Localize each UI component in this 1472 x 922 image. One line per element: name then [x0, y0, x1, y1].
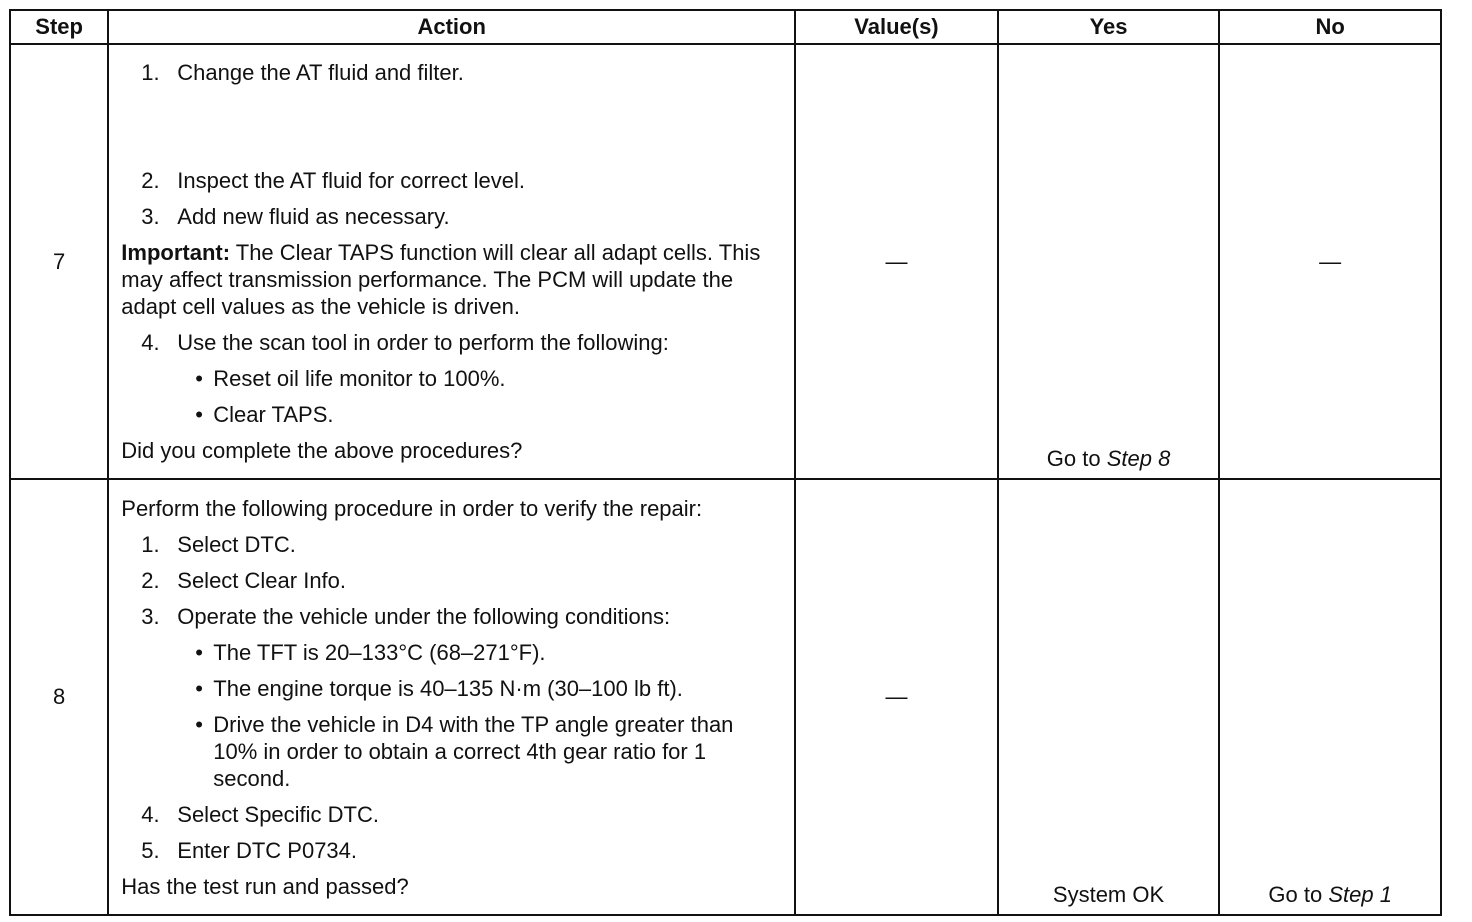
bullet-item: • Clear TAPS.: [195, 402, 334, 427]
bullet-item: • The TFT is 20–133°C (68–271°F).: [195, 639, 546, 665]
important-note: Important: The Clear TAPS function will clear all adapt cells. This may affect transmission performance. The PCM will update the adapt cell values as the vehicle is driven.: [121, 240, 761, 319]
value-cell: —: [795, 479, 998, 915]
no-cell: Go to Step 1: [1219, 479, 1441, 915]
list-item: 2. Inspect the AT fluid for correct level.: [141, 168, 525, 193]
list-item: 1. Select DTC.: [141, 531, 296, 557]
no-cell: —: [1219, 44, 1441, 479]
bullet-item: • Reset oil life monitor to 100%.: [195, 366, 506, 391]
question-text: Has the test run and passed?: [121, 873, 409, 899]
action-cell: [108, 44, 795, 479]
header-step: Step: [10, 10, 108, 44]
step-number: 8: [10, 479, 108, 915]
intro-text: Perform the following procedure in order to verify the repair:: [121, 495, 703, 521]
step-number: 7: [10, 44, 108, 479]
header-yes: Yes: [998, 10, 1220, 44]
list-item: 5. Enter DTC P0734.: [141, 837, 358, 863]
header-action: Action: [108, 10, 795, 44]
table-row-step-8: [10, 479, 1441, 915]
header-no: No: [1219, 10, 1441, 44]
diagnostic-table: [9, 9, 1442, 916]
list-item: 1. Change the AT fluid and filter.: [141, 60, 464, 85]
header-values: Value(s): [795, 10, 998, 44]
yes-cell: Go to Step 8: [998, 44, 1220, 479]
value-cell: —: [795, 44, 998, 479]
header-row: [10, 10, 1441, 44]
yes-cell: System OK: [998, 479, 1220, 915]
list-item: 4. Select Specific DTC.: [141, 801, 379, 827]
question-text: Did you complete the above procedures?: [121, 438, 523, 463]
list-item: 4. Use the scan tool in order to perform the following:: [141, 330, 669, 355]
table-row-step-7: [10, 44, 1441, 479]
action-cell: [108, 479, 795, 915]
bullet-item: • Drive the vehicle in D4 with the TP angle greater than 10% in order to obtain a correct 4th gear ratio for 1 second.: [195, 711, 734, 791]
list-item: 3. Add new fluid as necessary.: [141, 204, 450, 229]
list-item: 2. Select Clear Info.: [141, 567, 347, 593]
list-item: 3. Operate the vehicle under the following conditions:: [141, 603, 671, 629]
bullet-item: • The engine torque is 40–135 N·m (30–100 lb ft).: [195, 675, 683, 701]
